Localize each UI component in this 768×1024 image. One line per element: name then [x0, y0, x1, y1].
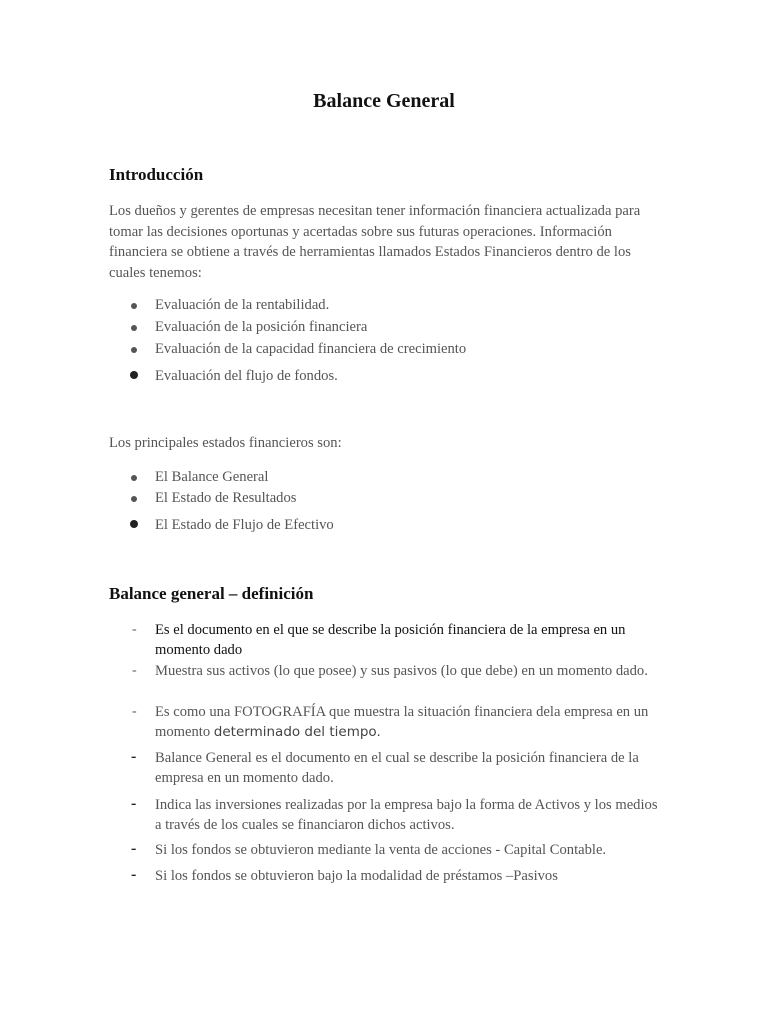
- definition-heading: Balance general – definición: [109, 584, 314, 603]
- bullet-marker: [131, 347, 137, 353]
- dash-marker: -: [131, 866, 137, 883]
- definition-item: Si los fondos se obtuvieron mediante la venta de acciones - Capital Contable.: [155, 842, 607, 858]
- intro-bullet-item: Evaluación de la posición financiera: [155, 319, 368, 335]
- definition-item: Muestra sus activos (lo que posee) y sus pasivos (lo que debe) en un momento dado.: [155, 663, 648, 679]
- dash-marker: -: [132, 622, 137, 637]
- intro-heading: Introducción: [109, 165, 204, 184]
- bullet-marker: [131, 303, 137, 309]
- statements-bullet-item: El Balance General: [155, 469, 269, 485]
- definition-item: Balance General es el documento en el cual se describe la posición financiera de la empresa en un momento dado.: [155, 750, 639, 787]
- dash-marker: -: [131, 840, 137, 857]
- document-title: Balance General: [313, 90, 455, 112]
- bullet-marker: [131, 325, 137, 331]
- definition-item-text: Es como una FOTOGRAFÍA que muestra la situación financiera dela empresa en un momento: [155, 704, 649, 741]
- bullet-marker: [130, 371, 138, 379]
- definition-item: [155, 702, 665, 743]
- dash-marker: -: [132, 704, 137, 719]
- statements-bullet-item: El Estado de Flujo de Efectivo: [155, 517, 334, 533]
- statements-lead: Los principales estados financieros son:: [109, 435, 342, 451]
- definition-item: Indica las inversiones realizadas por la empresa bajo la forma de Activos y los medios a través de los cuales se financiaron dichos activos.: [155, 797, 658, 834]
- statements-bullet-item: El Estado de Resultados: [155, 490, 297, 506]
- dash-marker: -: [131, 748, 137, 765]
- definition-item: Es el documento en el que se describe la posición financiera de la empresa en un momento dado: [155, 622, 626, 659]
- intro-bullet-item: Evaluación de la capacidad financiera de crecimiento: [155, 341, 467, 357]
- intro-paragraph: Los dueños y gerentes de empresas necesitan tener información financiera actualizada para tomar las decisiones oportunas y acertadas sobre sus futuras operaciones. Información financiera se obtiene a través de herramientas llamados Estados Financieros dentro de los cuales tenemos:: [109, 203, 641, 281]
- definition-item: Si los fondos se obtuvieron bajo la modalidad de préstamos –Pasivos: [155, 868, 558, 884]
- dash-marker: -: [132, 663, 137, 678]
- definition-item-tail: determinado del tiempo.: [213, 724, 381, 741]
- intro-bullet-item: Evaluación de la rentabilidad.: [155, 297, 330, 313]
- intro-bullet-item: Evaluación del flujo de fondos.: [155, 368, 338, 384]
- dash-marker: -: [131, 795, 137, 812]
- bullet-marker: [130, 520, 138, 528]
- bullet-marker: [131, 496, 137, 502]
- bullet-marker: [131, 475, 137, 481]
